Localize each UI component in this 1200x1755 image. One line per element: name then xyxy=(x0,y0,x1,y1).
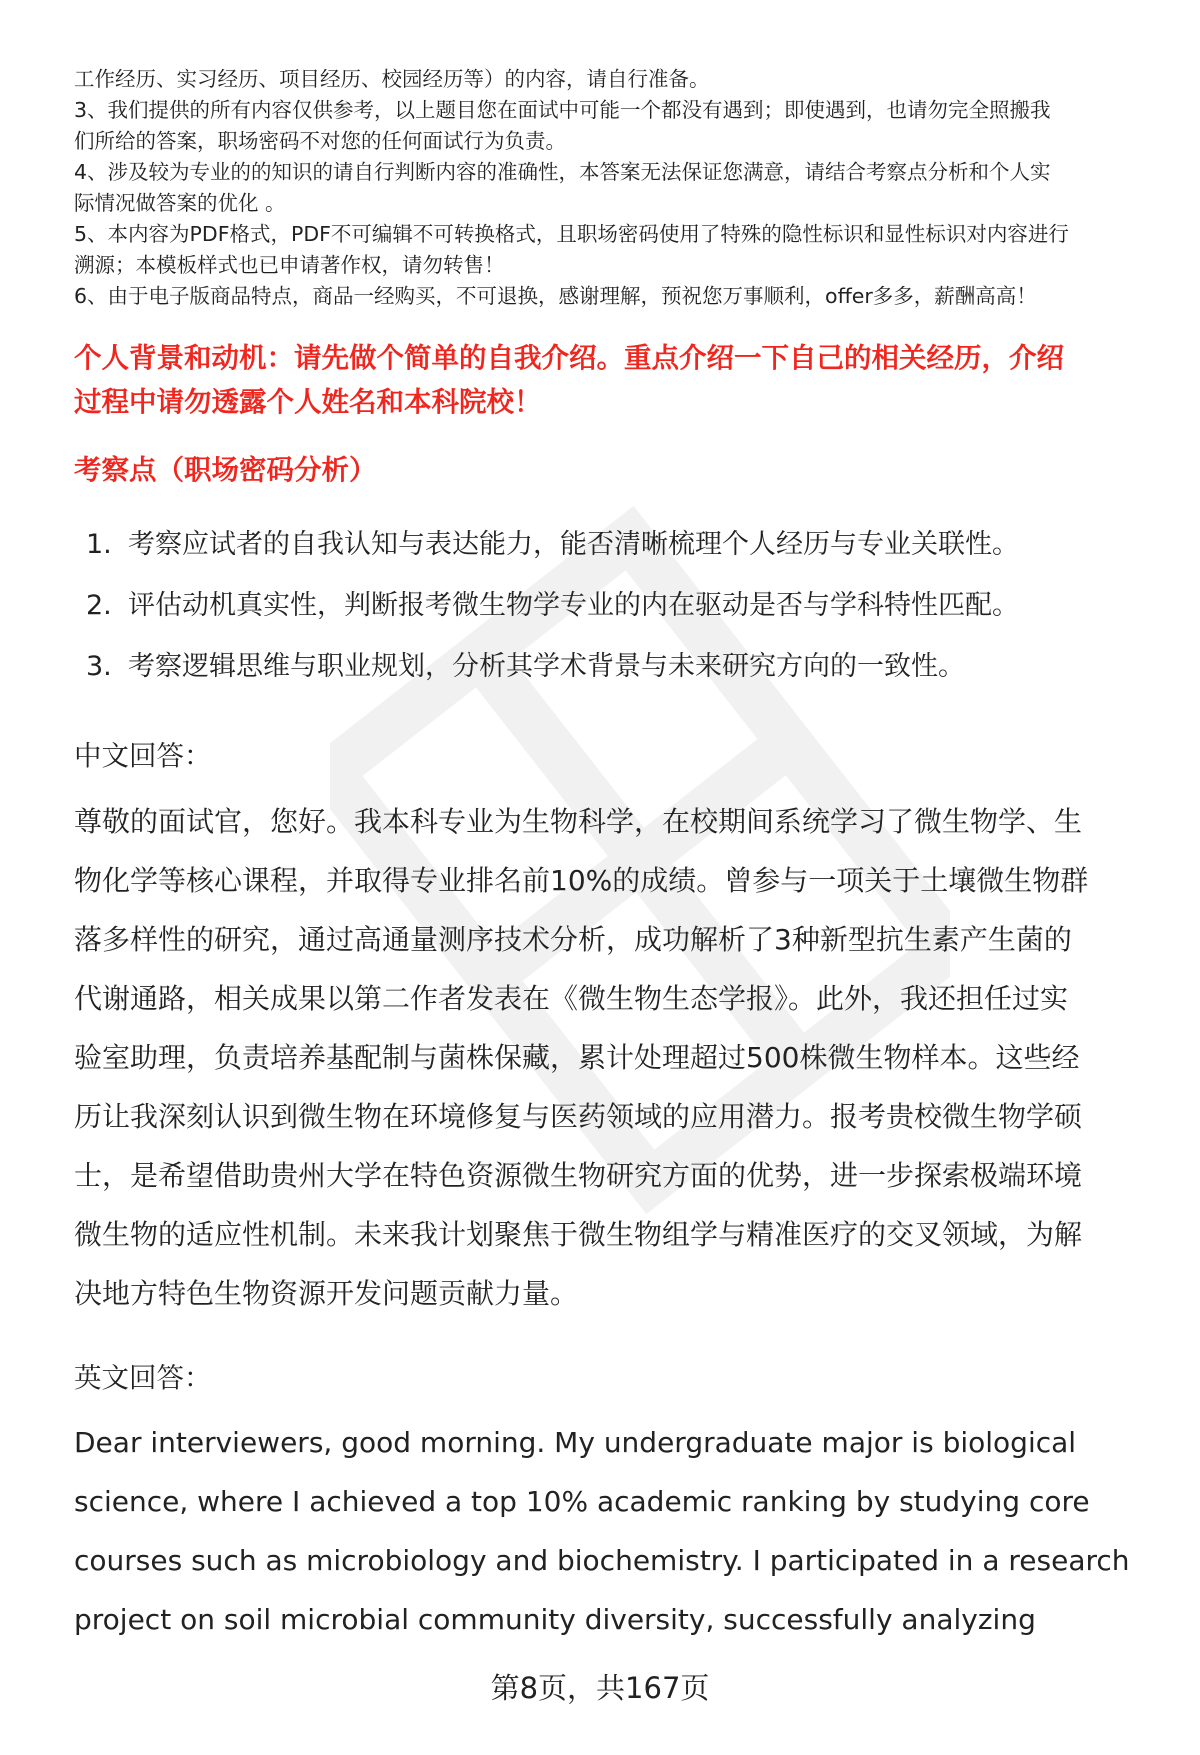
answer-line: 落多样性的研究，通过高通量测序技术分析，成功解析了3种新型抗生素产生菌的 xyxy=(74,923,1072,956)
point-text: 考察逻辑思维与职业规划，分析其学术背景与未来研究方向的一致性。 xyxy=(128,651,965,682)
note-line: 3、我们提供的所有内容仅供参考，以上题目您在面试中可能一个都没有遇到；即使遇到，也请勿完全照搬我 xyxy=(74,98,1051,122)
question-line: 个人背景和动机：请先做个简单的自我介绍。重点介绍一下自己的相关经历，介绍 xyxy=(74,342,1064,374)
assessment-points-list xyxy=(86,525,1146,708)
chinese-answer-label: 中文回答： xyxy=(74,740,212,772)
page-number: 第8页，共167页 xyxy=(490,1671,710,1705)
point-text: 评估动机真实性，判断报考微生物学专业的内在驱动是否与学科特性匹配。 xyxy=(128,590,1019,621)
note-line: 5、本内容为PDF格式，PDF不可编辑不可转换格式，且职场密码使用了特殊的隐性标识和显性标识对内容进行 xyxy=(74,222,1069,246)
answer-line: 微生物的适应性机制。未来我计划聚焦于微生物组学与精准医疗的交叉领域，为解 xyxy=(74,1218,1083,1251)
assessment-point xyxy=(86,586,1146,626)
note-line: 6、由于电子版商品特点，商品一经购买，不可退换，感谢理解，预祝您万事顺利，offer多多，薪酬高高！ xyxy=(74,284,1037,308)
note-line: 们所给的答案，职场密码不对您的任何面试行为负责。 xyxy=(74,129,566,153)
assessment-points-title: 考察点（职场密码分析） xyxy=(74,454,377,486)
answer-line: 验室助理，负责培养基配制与菌株保藏，累计处理超过500株微生物样本。这些经 xyxy=(74,1041,1080,1074)
answer-line: science, where I achieved a top 10% academic ranking by studying core xyxy=(74,1485,1090,1518)
english-answer xyxy=(74,1413,1154,1649)
answer-line: project on soil microbial community diversity, successfully analyzing xyxy=(74,1603,1036,1636)
note-line: 4、涉及较为专业的的知识的请自行判断内容的准确性，本答案无法保证您满意，请结合考察点分析和个人实 xyxy=(74,160,1051,184)
answer-line: 代谢通路，相关成果以第二作者发表在《微生物生态学报》。此外，我还担任过实 xyxy=(74,982,1069,1015)
english-answer-label: 英文回答： xyxy=(74,1362,212,1394)
disclaimer-notes xyxy=(74,64,1154,312)
point-number: 1. xyxy=(86,529,112,560)
assessment-point xyxy=(86,525,1146,565)
point-number: 3. xyxy=(86,651,112,682)
assessment-point xyxy=(86,647,1146,687)
answer-line: 尊敬的面试官，您好。我本科专业为生物科学，在校期间系统学习了微生物学、生 xyxy=(74,805,1083,838)
answer-line: Dear interviewers, good morning. My undergraduate major is biological xyxy=(74,1426,1077,1459)
point-text: 考察应试者的自我认知与表达能力，能否清晰梳理个人经历与专业关联性。 xyxy=(128,529,1019,560)
note-line: 工作经历、实习经历、项目经历、校园经历等）的内容，请自行准备。 xyxy=(74,67,710,91)
note-line: 际情况做答案的优化 。 xyxy=(74,191,286,215)
answer-line: 物化学等核心课程，并取得专业排名前10%的成绩。曾参与一项关于土壤微生物群 xyxy=(74,864,1089,897)
point-number: 2. xyxy=(86,590,112,621)
answer-line: 历让我深刻认识到微生物在环境修复与医药领域的应用潜力。报考贵校微生物学硕 xyxy=(74,1100,1083,1133)
answer-line: courses such as microbiology and biochemistry. I participated in a research xyxy=(74,1544,1130,1577)
question-line: 过程中请勿透露个人姓名和本科院校！ xyxy=(74,386,542,418)
note-line: 溯源；本模板样式也已申请著作权，请勿转售！ xyxy=(74,253,505,277)
chinese-answer xyxy=(74,792,1154,1323)
answer-line: 决地方特色生物资源开发问题贡献力量。 xyxy=(74,1277,579,1310)
answer-line: 士，是希望借助贵州大学在特色资源微生物研究方面的优势，进一步探索极端环境 xyxy=(74,1159,1083,1192)
interview-question xyxy=(74,336,1154,424)
